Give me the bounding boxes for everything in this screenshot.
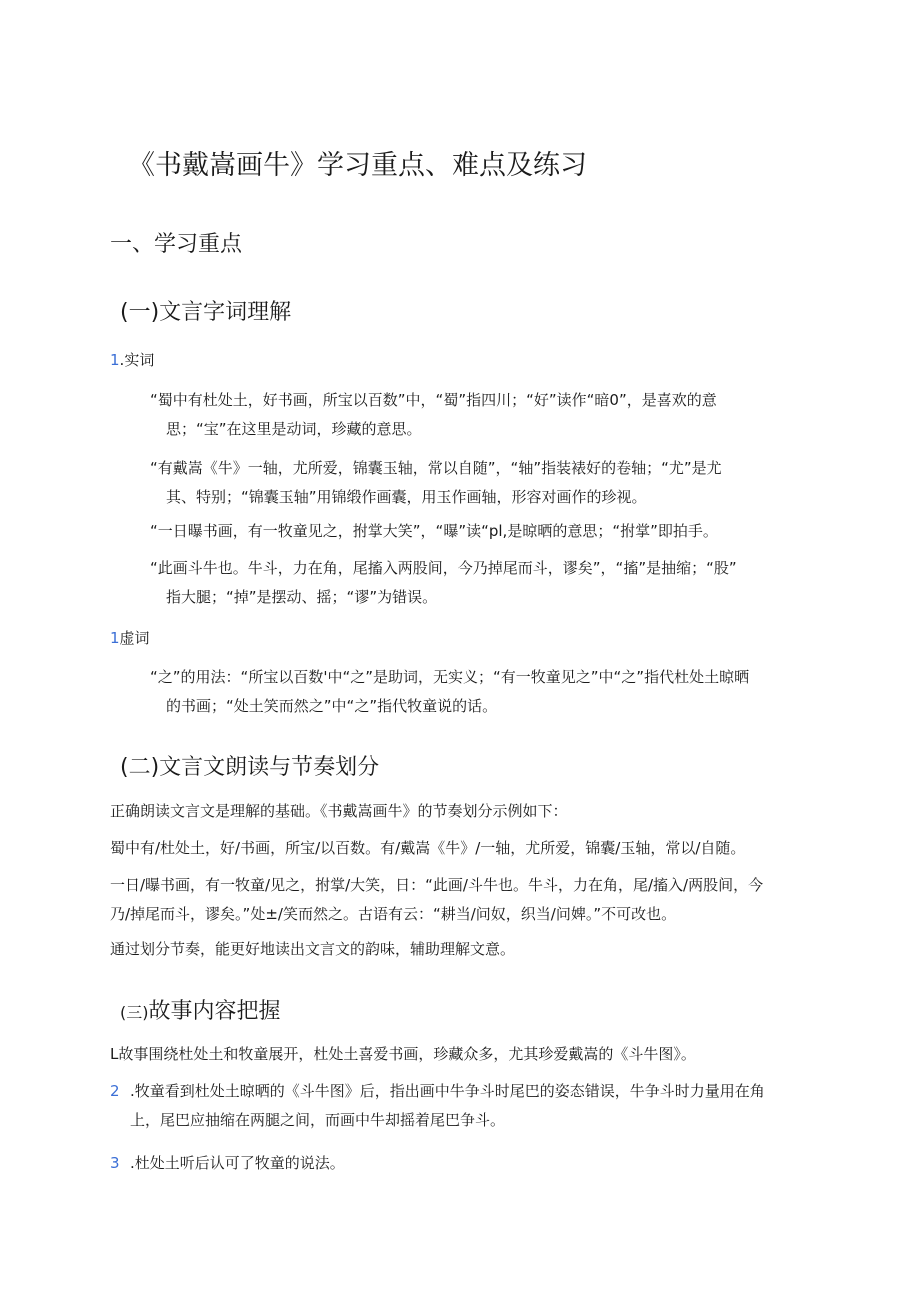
paragraph-line: 乃/掉尾而斗，谬矣。”处±/笑而然之。古语有云：“耕当/问奴，织当/问婢。”不可改也。 [110,905,677,923]
body-paragraph-rhythm [110,871,820,929]
list-label-shici [110,349,154,371]
story-point-2 [130,1077,810,1135]
list-label-text: 虚词 [119,629,150,647]
paragraph-chu [150,554,810,612]
paragraph-line: “有戴嵩《牛》一轴，尤所爱，锦囊玉轴，常以自随”，“轴”指装裱好的卷轴；“尤”是尤 [150,459,722,477]
list-label-xuci [110,627,150,649]
body-paragraph: 正确朗读文言文是理解的基础。《书戴嵩画牛》的节奏划分示例如下： [110,802,568,820]
paragraph-line: .牧童看到杜处土晾晒的《斗牛图》后，指出画中牛争斗时尾巴的姿态错误，牛争斗时力量用在角 [130,1082,765,1100]
paragraph-line: 的书画；“处土笑而然之”中“之”指代牧童说的话。 [166,697,498,715]
paragraph-line: “一日曝书画，有一牧童见之，拊掌大笑”，“曝”读“pl,是晾晒的意思；“拊掌”即拍手。 [150,522,718,540]
paragraph-pu [150,517,810,546]
section-heading-1: 一、学习重点 [110,232,243,257]
list-number: 1 [110,629,120,647]
heading-text: 故事内容把握 [148,999,281,1024]
paragraph-shu [150,386,810,444]
paragraph-line: “蜀中有杜处土，好书画，所宝以百数”中，“蜀”指四川；“好”读作“暗0”，是喜欢的意 [150,391,717,409]
body-paragraph: 蜀中有/杜处土，好/书画，所宝/以百数。有/戴嵩《牛》/一轴，尤所爱，锦囊/玉轴，常以/自随。 [110,839,746,857]
subsection-heading-3 [120,995,281,1030]
paragraph-line: 思；“宝”在这里是动词，珍藏的意思。 [166,420,422,438]
paragraph-line: .杜处土听后认可了牧童的说法。 [130,1154,345,1172]
paragraph-zhou [150,454,810,512]
subsection-heading-2: (二)文言文朗读与节奏划分 [120,755,380,780]
page-title: 《书戴嵩画牛》学习重点、难点及练习 [128,150,587,181]
list-number: 2 [110,1082,120,1100]
paragraph-line: “之”的用法：“所宝以百数'中“之”是助词，无实义；“有一牧童见之”中“之”指代杜处土晾晒 [150,668,750,686]
subsection-heading-1: (一)文言字词理解 [120,300,292,325]
paragraph-line: 指大腿；“掉”是摆动、摇；“谬”为错误。 [166,588,438,606]
paragraph-zhi [150,663,820,721]
story-point-3 [130,1149,810,1178]
story-point-1: L故事围绕杜处土和牧童展开，杜处土喜爱书画，珍藏众多，尤其珍爱戴嵩的《斗牛图》。 [110,1045,696,1063]
paragraph-line: 一日/曝书画，有一牧童/见之，拊掌/大笑，日：“此画/斗牛也。牛斗，力在角，尾/搐入/两股间，今 [110,876,764,894]
list-number: 1 [110,351,120,369]
list-label-text: .实词 [119,351,155,369]
body-paragraph: 通过划分节奏，能更好地读出文言文的韵味，辅助理解文意。 [110,940,516,958]
paragraph-line: 其、特别；“锦囊玉轴”用锦缎作画囊，用玉作画轴，形容对画作的珍视。 [166,488,647,506]
paragraph-line: “此画斗牛也。牛斗，力在角，尾搐入两股间，今乃掉尾而斗，谬矣”，“搐”是抽缩；“股” [150,559,737,577]
heading-prefix: (三) [120,1003,149,1022]
paragraph-line: 上，尾巴应抽缩在两腿之间，而画中牛却摇着尾巴争斗。 [130,1111,506,1129]
list-number: 3 [110,1154,120,1172]
